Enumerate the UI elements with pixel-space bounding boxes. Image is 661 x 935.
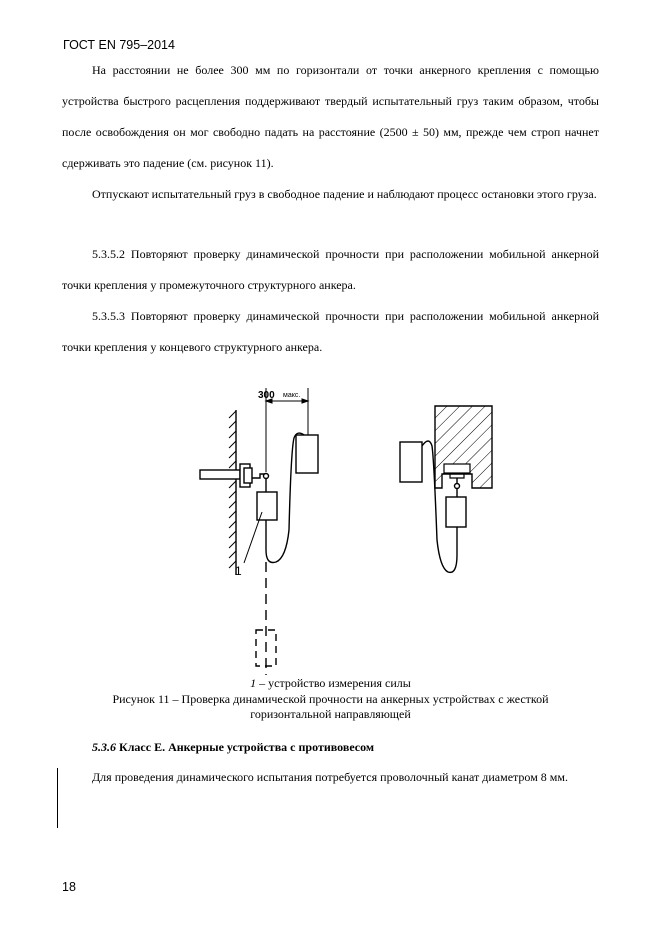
section-body: Для проведения динамического испытания потребуется проволочный канат диаметром 8 мм. [92, 770, 568, 784]
callout-1-label: 1 [235, 564, 242, 578]
force-measuring-device [257, 492, 277, 520]
margin-change-bar [57, 768, 58, 828]
section-number: 5.3.6 [92, 740, 116, 754]
test-weight [296, 435, 318, 473]
horizontal-rail [200, 464, 269, 487]
dimension-value: 300 [258, 390, 275, 401]
paragraph-5-3-5-3: 5.3.5.3 Повторяют проверку динамической прочности при расположении мобильной анкерной точки крепления у концевого структурного анкера. [62, 309, 599, 354]
callout-leader [244, 512, 262, 563]
paragraph-procedure: На расстоянии не более 300 мм по горизонтали от точки анкерного крепления с помощью устройства быстрого расцепления поддерживают твердый испытательный груз таким образом, чтобы после освобождения он мог свободно падать на расстояние (2500 ± 50) мм, прежде чем строп начнет сдерживать это падение (см. рисунок 11). [62, 63, 599, 170]
section-title: Класс Е. Анкерные устройства с противовесом [116, 740, 375, 754]
left-assembly [256, 433, 318, 675]
test-weight-right [400, 442, 422, 482]
figure-caption-line1: Рисунок 11 – Проверка динамической прочности на анкерных устройствах с жесткой [112, 692, 549, 706]
document-header: ГОСТ EN 795–2014 [63, 38, 175, 52]
left-wall [229, 410, 236, 575]
dimension-unit: макс. [283, 392, 301, 399]
figure-caption-line2: горизонтальной направляющей [250, 707, 411, 721]
legend-number: 1 [250, 676, 257, 690]
paragraph-5-3-5-2: 5.3.5.2 Повторяют проверку динамической прочности при расположении мобильной анкерной точки крепления у промежуточного структурного анкера. [62, 247, 599, 292]
figure-legend [62, 676, 599, 691]
legend-text: – устройство измерения силы [256, 676, 411, 690]
force-measuring-device-right [446, 497, 466, 527]
page-number: 18 [62, 880, 76, 894]
right-structure [435, 406, 492, 488]
paragraph-release: Отпускают испытательный груз в свободное падение и наблюдают процесс остановки этого груза. [92, 187, 597, 201]
figure-11-drawing [180, 380, 500, 675]
section-heading [92, 740, 374, 755]
